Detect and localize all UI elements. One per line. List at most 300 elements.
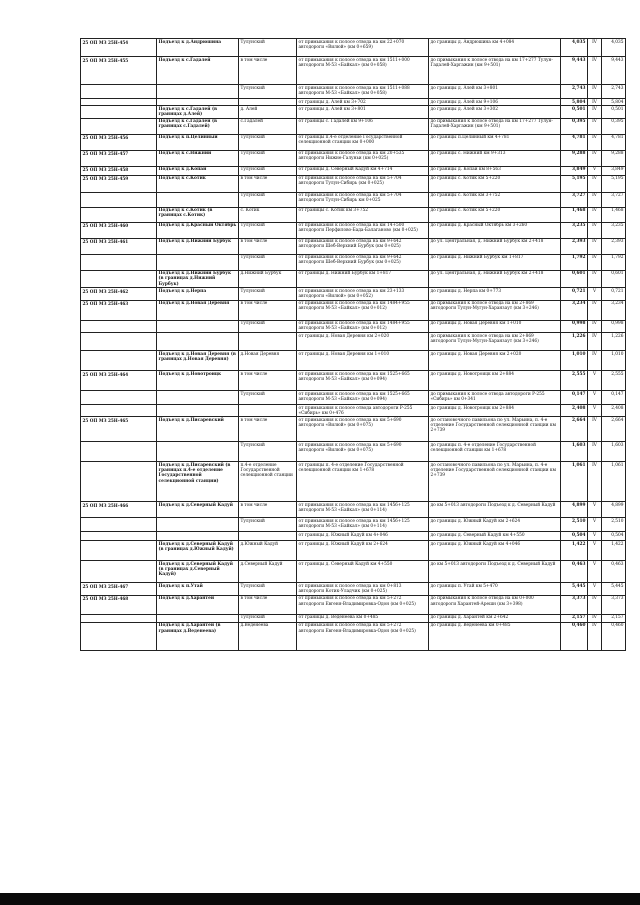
cell-part: д.Новая Деревня	[239, 351, 297, 371]
cell-cat: IV	[588, 85, 602, 99]
cell-to: до примыкания к полосе отвода автодороги Р-255 «Сибирь» км 0+341	[429, 391, 561, 405]
cell-from: от границы д. Южный Кадуй км 4+046	[297, 532, 429, 541]
cell-total: 9,443	[602, 57, 626, 85]
cell-length: 0,463	[561, 561, 588, 583]
cell-from: от примыкания к полосе отвода автодороги Р-255 «Сибирь» км 0+476	[297, 405, 429, 417]
cell-from: от примыкания к полосе отвода на км 1484+955 автодороги М-53 «Байкал» (км 0+012)	[297, 300, 429, 320]
cell-cat: IV	[588, 222, 602, 238]
cell-total: 9,288	[602, 150, 626, 166]
road-register-table	[80, 38, 626, 651]
table-row	[81, 405, 626, 417]
cell-part: с.Гадалей	[239, 118, 297, 134]
cell-from: от примыкания к полосе отвода на км 0+813 автодороги Котик-Уладчик (км 0+025)	[297, 583, 429, 595]
cell-to: до остановочного павильона по ул. Марьина, п. 4-е отделение Государственной селекционной станции км 2+739	[429, 417, 561, 442]
cell-cat: V	[588, 561, 602, 583]
cell-total: 1,226	[602, 333, 626, 351]
cell-road: Подъезд к д.Новая Деревня	[157, 300, 239, 320]
cell-cat: IV	[588, 417, 602, 442]
cell-from: от границы д. Южный Кадуй км 2+624	[297, 541, 429, 561]
cell-part: Тулунский	[239, 320, 297, 332]
cell-cat: IV	[588, 622, 602, 650]
cell-id	[81, 351, 157, 371]
cell-id: 25 ОП МЗ 25Н-459	[81, 175, 157, 192]
table-row	[81, 254, 626, 270]
cell-to: до примыкания к полосе отвода на км 2+869 автодороги Тулун-Мугун-Харанзаут (км 3+246)	[429, 333, 561, 351]
cell-road: Подъезд к д.Новая Деревня (в границах д.Новая Деревня)	[157, 351, 239, 371]
cell-total: 3,727	[602, 192, 626, 207]
cell-total: 1,422	[602, 541, 626, 561]
cell-id	[81, 442, 157, 462]
cell-to: до границы д. Копаи км 8+563	[429, 166, 561, 175]
cell-id: 25 ОП МЗ 25Н-468	[81, 595, 157, 614]
cell-to: до границы д. Красный Октябрь км 3+260	[429, 222, 561, 238]
cell-length: 1,422	[561, 541, 588, 561]
cell-id	[81, 333, 157, 351]
cell-from: от границы д. Северный Кадуй км 4+550	[297, 561, 429, 583]
cell-road: Подъезд к с.Гадалей (в границах д.Алей)	[157, 106, 239, 118]
cell-to: до границы с. Нижний км 9+313	[429, 150, 561, 166]
cell-id	[81, 622, 157, 650]
cell-length: 0,460	[561, 622, 588, 650]
cell-total: 0,460	[602, 622, 626, 650]
table-row	[81, 417, 626, 442]
cell-cat: IV	[588, 333, 602, 351]
cell-id	[81, 614, 157, 622]
cell-cat: IV	[588, 192, 602, 207]
cell-id: 25 ОП МЗ 25Н-466	[81, 502, 157, 518]
cell-cat: IV	[588, 175, 602, 192]
cell-length: 0,601	[561, 270, 588, 288]
cell-id	[81, 541, 157, 561]
cell-to: до границы д. Северный Кадуй км 4+550	[429, 532, 561, 541]
cell-length: 0,998	[561, 320, 588, 332]
cell-total: 0,463	[602, 561, 626, 583]
cell-id: 25 ОП МЗ 25Н-463	[81, 300, 157, 320]
table-row	[81, 320, 626, 332]
cell-from: от границы д. Северный Кадуй км 4+714	[297, 166, 429, 175]
cell-to: до границы с. Котик км 3+752	[429, 192, 561, 207]
cell-road: Подъезд к д.Северный Кадуй (в границах д.Южный Кадуй)	[157, 541, 239, 561]
cell-total: 0,395	[602, 118, 626, 134]
cell-road	[157, 333, 239, 351]
cell-from: от примыкания к полосе отвода на км 1511+088 автодороги М-53 «Байкал» (км 0+058)	[297, 85, 429, 99]
cell-part: д.Нижний Бурбук	[239, 270, 297, 288]
cell-to: до границы д. Алей км 3+801	[429, 85, 561, 99]
cell-from: от границы с. Гадалей км 9+106	[297, 118, 429, 134]
cell-length: 9,443	[561, 57, 588, 85]
cell-cat: IV	[588, 595, 602, 614]
cell-cat: V	[588, 583, 602, 595]
cell-to: до границы д. Харантей км 2+642	[429, 614, 561, 622]
cell-road: Подъезд к п.Целинный	[157, 134, 239, 150]
cell-id	[81, 561, 157, 583]
cell-cat: V	[588, 405, 602, 417]
cell-cat: IV	[588, 150, 602, 166]
cell-length: 3,235	[561, 222, 588, 238]
cell-total: 3,849	[602, 166, 626, 175]
cell-to: до границы п.Целинный км 4+781	[429, 134, 561, 150]
cell-id	[81, 270, 157, 288]
cell-part	[239, 532, 297, 541]
cell-id: 25 ОП МЗ 25Н-462	[81, 288, 157, 300]
cell-length: 3,727	[561, 192, 588, 207]
cell-cat: V	[588, 518, 602, 532]
cell-road: Подъезд к с.Котик	[157, 175, 239, 192]
cell-road: Подъезд к д.Нерпа	[157, 288, 239, 300]
cell-cat: V	[588, 371, 602, 391]
table-row	[81, 300, 626, 320]
cell-road: Подъезд к д.Северный Кадуй	[157, 502, 239, 518]
cell-road	[157, 254, 239, 270]
cell-to: до км 5+013 автодороги Подъезд к д. Северный Кадуй	[429, 502, 561, 518]
table-row	[81, 391, 626, 405]
cell-total: 4,781	[602, 134, 626, 150]
cell-id	[81, 518, 157, 532]
cell-from: от примыкания к полосе отвода на км 20+535 автодороги Нижне-Галуньи (км 0+025)	[297, 150, 429, 166]
cell-id: 25 ОП МЗ 25Н-455	[81, 57, 157, 85]
table-row	[81, 57, 626, 85]
scan-bottom-edge	[0, 893, 640, 905]
cell-total: 5,195	[602, 175, 626, 192]
cell-id	[81, 106, 157, 118]
cell-total: 1,468	[602, 207, 626, 222]
cell-cat: IV	[588, 462, 602, 502]
cell-part: д.Северный Кадуй	[239, 561, 297, 583]
cell-total: 1,010	[602, 351, 626, 371]
cell-from: от примыкания к полосе отвода на км 5+272 автодороги Евгеня-Владимировка-Одон (км 0+025)	[297, 622, 429, 650]
cell-part: д.Веденеева	[239, 622, 297, 650]
cell-length: 2,408	[561, 405, 588, 417]
cell-part: Тулунский	[239, 391, 297, 405]
cell-length: 4,899	[561, 502, 588, 518]
cell-total: 1,061	[602, 462, 626, 502]
table-row	[81, 85, 626, 99]
table-row	[81, 351, 626, 371]
cell-id	[81, 192, 157, 207]
cell-from: от примыкания к полосе отвода на км 22+070 автодороги «Вилюй» (км 0+659)	[297, 39, 429, 57]
cell-road	[157, 391, 239, 405]
table-row	[81, 595, 626, 614]
cell-length: 1,061	[561, 462, 588, 502]
cell-total: 2,393	[602, 238, 626, 254]
table-row	[81, 222, 626, 238]
cell-road	[157, 532, 239, 541]
cell-from: от границы д. Нижний Бурбук км 1+817	[297, 270, 429, 288]
cell-from: от примыкания к полосе отвода на км 9+642 автодороги Шеб-Верхний Бурбук (км 0+025)	[297, 254, 429, 270]
cell-part: в том числе	[239, 371, 297, 391]
cell-id	[81, 405, 157, 417]
cell-road: Подъезд к п.Утай	[157, 583, 239, 595]
table-body	[81, 39, 626, 651]
cell-road	[157, 85, 239, 99]
cell-from: от границы п.4-е отделение Государственной селекционной станции км 0+000	[297, 134, 429, 150]
cell-length: 9,288	[561, 150, 588, 166]
cell-id: 25 ОП МЗ 25Н-458	[81, 166, 157, 175]
table-row	[81, 561, 626, 583]
cell-part: Тулунский	[239, 442, 297, 462]
table-row	[81, 518, 626, 532]
cell-part: в том числе	[239, 300, 297, 320]
cell-to: до остановочного павильона по ул. Марьина, п. 4-е отделение Государственной селекционной станции км 2+739	[429, 462, 561, 502]
cell-cat: IV	[588, 39, 602, 57]
cell-part: в том числе	[239, 57, 297, 85]
cell-total: 2,408	[602, 405, 626, 417]
table-row	[81, 118, 626, 134]
cell-part: д.Южный Кадуй	[239, 541, 297, 561]
cell-id	[81, 207, 157, 222]
table-row	[81, 238, 626, 254]
table-row	[81, 502, 626, 518]
table-row	[81, 288, 626, 300]
table-row	[81, 207, 626, 222]
cell-road: Подъезд к д.Нижний Бурбук	[157, 238, 239, 254]
cell-road: Подъезд к д.Харантей (в границах д.Веденеева)	[157, 622, 239, 650]
cell-total: 0,721	[602, 288, 626, 300]
cell-part: Тулунский	[239, 85, 297, 99]
table-row	[81, 583, 626, 595]
cell-cat: IV	[588, 320, 602, 332]
cell-total: 2,555	[602, 371, 626, 391]
cell-total: 1,603	[602, 442, 626, 462]
cell-to: до границы с. Котик км 5+220	[429, 175, 561, 192]
cell-part	[239, 405, 297, 417]
cell-part: Тулунский	[239, 192, 297, 207]
cell-cat: V	[588, 541, 602, 561]
cell-part: Тулунский	[239, 222, 297, 238]
cell-part: с. Котик	[239, 207, 297, 222]
cell-to: до ул. Центральная, д. Нижний Бурбук км 2+418	[429, 238, 561, 254]
cell-length: 1,468	[561, 207, 588, 222]
cell-id: 25 ОП МЗ 25Н-464	[81, 371, 157, 391]
cell-length: 2,510	[561, 518, 588, 532]
cell-road: Подъезд к д.Андрюшина	[157, 39, 239, 57]
cell-part: Тулунский	[239, 134, 297, 150]
cell-cat: IV	[588, 238, 602, 254]
table-row	[81, 532, 626, 541]
cell-cat: IV	[588, 442, 602, 462]
cell-total: 4,035	[602, 39, 626, 57]
table-row	[81, 106, 626, 118]
cell-cat: IV	[588, 99, 602, 106]
cell-part: в том числе	[239, 595, 297, 614]
cell-cat: V	[588, 502, 602, 518]
cell-cat: V	[588, 288, 602, 300]
cell-from: от примыкания к полосе отвода на км 1525+665 автодороги М-53 «Байкал» (км 0+094)	[297, 391, 429, 405]
cell-from: от примыкания к полосе отвода на км 1511+000 автодороги М-53 «Байкал» (км 0+058)	[297, 57, 429, 85]
cell-id	[81, 320, 157, 332]
table-row	[81, 462, 626, 502]
cell-from: от примыкания к полосе отвода на км 1456+125 автодороги М-53 «Байкал» (км 0+114)	[297, 502, 429, 518]
cell-id: 25 ОП МЗ 25Н-454	[81, 39, 157, 57]
cell-id: 25 ОП МЗ 25Н-467	[81, 583, 157, 595]
cell-total: 5,804	[602, 99, 626, 106]
cell-from: от границы д. Новая Деревня км 2+020	[297, 333, 429, 351]
cell-to: до границы д. Нижний Бурбук км 1+817	[429, 254, 561, 270]
table-row	[81, 134, 626, 150]
cell-road	[157, 99, 239, 106]
cell-from: от примыкания к полосе отвода на км 5+690 автодороги «Вилюй» (км 0+075)	[297, 442, 429, 462]
cell-road	[157, 614, 239, 622]
cell-to: до примыкания к полосе отвода на км 17+277 Тулун-Гадалей-Харгажин (км 9+501)	[429, 57, 561, 85]
cell-from: от примыкания к полосе отвода на км 5+704 автодороги Тулун-Сибирь км 0+025	[297, 192, 429, 207]
table-row	[81, 39, 626, 57]
cell-road: Подъезд к д.Нижний Бурбук (в границах д.Нижний Бурбук)	[157, 270, 239, 288]
cell-to: до границы д. Южный Кадуй км 4+046	[429, 541, 561, 561]
cell-length: 1,792	[561, 254, 588, 270]
table-row	[81, 166, 626, 175]
cell-length: 0,395	[561, 118, 588, 134]
cell-part: в том числе	[239, 502, 297, 518]
cell-total: 0,998	[602, 320, 626, 332]
cell-to: до границы д. Алей км 9+106	[429, 99, 561, 106]
cell-road: Подъезд к д.Писаревский	[157, 417, 239, 442]
cell-length: 5,804	[561, 99, 588, 106]
cell-to: до примыкания к полосе отвода на км 17+277 Тулун-Гадалей-Харгажин (км 9+501)	[429, 118, 561, 134]
cell-cat: IV	[588, 300, 602, 320]
cell-to: до границы д. Новотроицк км 2+884	[429, 371, 561, 391]
cell-from: от примыкания к полосе отвода на км 1456+125 автодороги М-53 «Байкал» (км 0+114)	[297, 518, 429, 532]
cell-to: до ул. Центральная, д. Нижний Бурбук км 2+418	[429, 270, 561, 288]
cell-total: 5,445	[602, 583, 626, 595]
cell-to: до примыкания к полосе отвода на км 0+000 автодороги Харантей-Арешн (км 3+398)	[429, 595, 561, 614]
cell-part: Тулунский	[239, 518, 297, 532]
cell-id: 25 ОП МЗ 25Н-461	[81, 238, 157, 254]
cell-to: до границы п. Утай км 5+470	[429, 583, 561, 595]
cell-length: 3,234	[561, 300, 588, 320]
cell-from: от примыкания к полосе отвода на км 5+704 автодороги Тулун-Сибирь (км 0+025)	[297, 175, 429, 192]
cell-cat: IV	[588, 207, 602, 222]
cell-road	[157, 518, 239, 532]
cell-length: 2,664	[561, 417, 588, 442]
cell-from: от примыкания к полосе отвода на км 1525+665 автодороги М-53 «Байкал» (км 0+094)	[297, 371, 429, 391]
cell-length: 3,849	[561, 166, 588, 175]
cell-length: 2,555	[561, 371, 588, 391]
cell-cat: IV	[588, 614, 602, 622]
cell-part: Тулунский	[239, 614, 297, 622]
cell-from: от границы д. Новая Деревня км 1+010	[297, 351, 429, 371]
table-row	[81, 175, 626, 192]
cell-part: Тулунский	[239, 39, 297, 57]
cell-total: 1,792	[602, 254, 626, 270]
cell-from: от границы д. Алей км 3+801	[297, 106, 429, 118]
cell-id: 25 ОП МЗ 25Н-460	[81, 222, 157, 238]
cell-length: 0,501	[561, 106, 588, 118]
cell-part: в том числе	[239, 175, 297, 192]
cell-road	[157, 320, 239, 332]
cell-id: 25 ОП МЗ 25Н-456	[81, 134, 157, 150]
cell-road: Подъезд к д.Новотроицк	[157, 371, 239, 391]
cell-road: Подъезд к д.Красный Октябрь	[157, 222, 239, 238]
cell-id	[81, 118, 157, 134]
cell-road: Подъезд к д.Северный Кадуй (в границах д.Северный Кадуй)	[157, 561, 239, 583]
cell-part: Тулунский	[239, 166, 297, 175]
cell-part	[239, 333, 297, 351]
cell-part: Тулунский	[239, 150, 297, 166]
table-row	[81, 99, 626, 106]
cell-length: 2,393	[561, 238, 588, 254]
cell-from: от примыкания к полосе отвода на км 23+133 автодороги «Вилюй» (км 0+052)	[297, 288, 429, 300]
cell-id	[81, 391, 157, 405]
cell-road: Подъезд к д.Копаи	[157, 166, 239, 175]
cell-road	[157, 442, 239, 462]
cell-length: 4,781	[561, 134, 588, 150]
cell-id	[81, 462, 157, 502]
cell-length: 2,157	[561, 614, 588, 622]
cell-to: до границы д. Андрюшина км 4+084	[429, 39, 561, 57]
cell-to: до границы п. 4-е отделение Государственной селекционной станции км 1+678	[429, 442, 561, 462]
cell-length: 0,147	[561, 391, 588, 405]
table-row	[81, 622, 626, 650]
cell-id	[81, 532, 157, 541]
cell-cat: IV	[588, 254, 602, 270]
cell-to: до границы д. Веденеева км 0+485	[429, 622, 561, 650]
cell-total: 2,664	[602, 417, 626, 442]
cell-length: 0,504	[561, 532, 588, 541]
cell-cat: IV	[588, 351, 602, 371]
table-row	[81, 270, 626, 288]
cell-part: Тулунский	[239, 254, 297, 270]
cell-part: Тулунский	[239, 583, 297, 595]
cell-cat: IV	[588, 57, 602, 85]
cell-from: от границы с. Котик км 3+752	[297, 207, 429, 222]
cell-length: 1,603	[561, 442, 588, 462]
table-row	[81, 150, 626, 166]
cell-length: 1,010	[561, 351, 588, 371]
cell-to: до примыкания к полосе отвода на км 2+869 автодороги Тулун-Мугун-Харанзаут (км 3+246)	[429, 300, 561, 320]
cell-id: 25 ОП МЗ 25Н-457	[81, 150, 157, 166]
cell-length: 4,035	[561, 39, 588, 57]
cell-total: 4,899	[602, 502, 626, 518]
table-row	[81, 442, 626, 462]
cell-to: до границы с. Котик км 5+220	[429, 207, 561, 222]
cell-total: 0,504	[602, 532, 626, 541]
cell-cat: V	[588, 532, 602, 541]
table-row	[81, 333, 626, 351]
cell-road	[157, 192, 239, 207]
cell-cat: IV	[588, 134, 602, 150]
cell-road: Подъезд к с.Котик (в границах с.Котик)	[157, 207, 239, 222]
cell-from: от границы д. Веденеева км 0+485	[297, 614, 429, 622]
cell-to: до границы д. Нерпа км 0+773	[429, 288, 561, 300]
cell-from: от границы п. 4-е отделение Государственной селекционной станции км 1+678	[297, 462, 429, 502]
cell-to: до границы д. Новотроицк км 2+884	[429, 405, 561, 417]
cell-to: до границы д. Новая Деревня км 2+020	[429, 351, 561, 371]
cell-id	[81, 85, 157, 99]
cell-length: 5,195	[561, 175, 588, 192]
cell-part	[239, 99, 297, 106]
cell-road: Подъезд к д.Писаревский (в границах п.4-е отделение Государственной селекционной станции)	[157, 462, 239, 502]
cell-to: до границы д. Алей км 3+302	[429, 106, 561, 118]
cell-from: от примыкания к полосе отвода на км 5+690 автодороги «Вилюй» (км 0+075)	[297, 417, 429, 442]
cell-road: Подъезд к с.Нижний	[157, 150, 239, 166]
table-row	[81, 192, 626, 207]
cell-total: 2,510	[602, 518, 626, 532]
cell-from: от примыкания к полосе отвода на км 14+500 автодороги Перфилово-Бада-Балаганово (км 0+025)	[297, 222, 429, 238]
cell-road: Подъезд к с.Гадалей	[157, 57, 239, 85]
cell-id	[81, 254, 157, 270]
cell-cat: IV	[588, 106, 602, 118]
cell-cat: IV	[588, 270, 602, 288]
cell-length: 1,226	[561, 333, 588, 351]
cell-total: 2,743	[602, 85, 626, 99]
cell-part: п.4-е отделение Государственной селекционной станции	[239, 462, 297, 502]
cell-total: 0,147	[602, 391, 626, 405]
cell-road: Подъезд к с.Гадалей (в границах с.Гадалей)	[157, 118, 239, 134]
cell-to: до км 5+013 автодороги Подъезд к д. Северный Кадуй	[429, 561, 561, 583]
cell-from: от примыкания к полосе отвода на км 5+272 автодороги Евгеня-Владимировка-Одон (км 0+025)	[297, 595, 429, 614]
cell-total: 2,157	[602, 614, 626, 622]
table-row	[81, 371, 626, 391]
